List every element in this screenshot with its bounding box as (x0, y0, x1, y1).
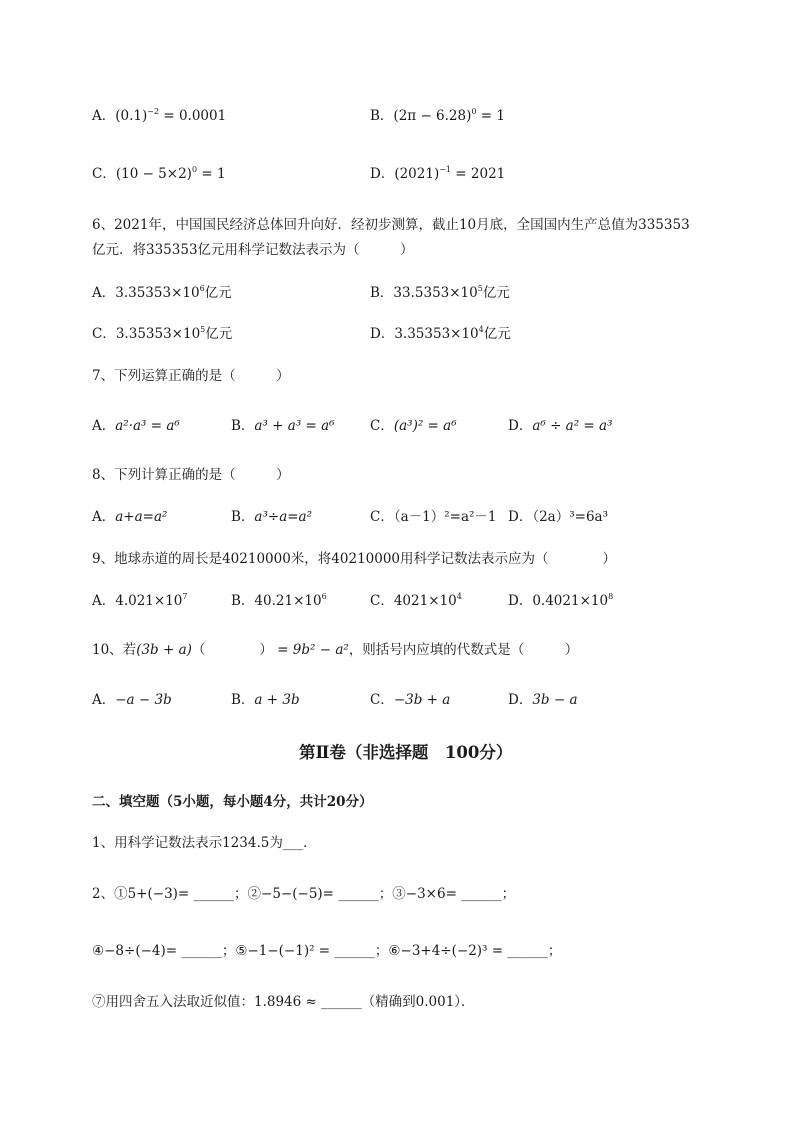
option-label: B． (231, 593, 255, 609)
expr: a³÷a=a² (254, 509, 313, 525)
q7-stem: 7、下列运算正确的是（ ） (92, 368, 290, 384)
q5-option-c[interactable] (92, 164, 226, 184)
exponent: −2 (147, 107, 160, 116)
q9-option-d[interactable] (508, 591, 613, 611)
q9-option-c[interactable] (370, 591, 462, 611)
q6-stem-line1: 6、2021年，中国国民经济总体回升向好．经初步测算，截止10月底，全国国内生产总值为335353 (92, 217, 690, 233)
rhs: = 1 (197, 166, 226, 182)
q8-option-a[interactable] (92, 507, 167, 527)
q10-option-b[interactable] (231, 690, 300, 710)
option-label: A． (92, 593, 116, 609)
q9-option-a[interactable] (92, 591, 187, 611)
expr: 3b − a (532, 692, 578, 708)
expr: (0.1) (115, 108, 148, 124)
option-label: B． (231, 509, 255, 525)
expr: a + 3b (254, 692, 300, 708)
q9-option-b[interactable] (231, 591, 327, 611)
exponent: 5 (477, 284, 483, 293)
expr: a²·a³ = a⁶ (115, 418, 180, 434)
rhs: = 0.0001 (159, 108, 227, 124)
option-label: C． (370, 593, 394, 609)
option-label: B． (370, 108, 394, 124)
unit: 亿元 (205, 326, 233, 342)
rhs: = 2021 (451, 166, 506, 182)
expr: （2a）³=6a³ (532, 509, 608, 525)
option-label: A． (92, 692, 116, 708)
option-label: B． (231, 418, 255, 434)
option-label: B． (231, 692, 255, 708)
base: 33.5353×10 (393, 285, 478, 301)
fill-question-1: 1、用科学记数法表示1234.5为___． (92, 835, 317, 851)
exponent: −1 (439, 165, 452, 174)
q8-option-d[interactable] (508, 507, 608, 527)
expr: (10 − 5×2) (115, 166, 192, 182)
expr: (a³)² = a⁶ (393, 418, 457, 434)
q10-option-a[interactable] (92, 690, 172, 710)
q7-option-d[interactable] (508, 416, 613, 436)
expr: a+a=a² (115, 509, 168, 525)
unit: 亿元 (482, 285, 510, 301)
option-label: A． (92, 418, 116, 434)
q10-suffix: ，则括号内应填的代数式是（ ） (348, 642, 579, 658)
exponent: 8 (608, 592, 614, 601)
fill-question-2-part7: ⑦用四舍五入法取近似值：1.8946 ≈ ______（精确到0.001）． (92, 994, 475, 1010)
q8-stem: 8、下列计算正确的是（ ） (92, 467, 290, 483)
part2-title: 第Ⅱ卷（非选择题 100分） (299, 743, 513, 762)
q7-option-c[interactable] (370, 416, 457, 436)
exponent: 6 (321, 592, 327, 601)
q9-stem: 9、地球赤道的周长是40210000米，将40210000用科学记数法表示应为（ ） (92, 551, 617, 567)
expr: −a − 3b (115, 692, 172, 708)
q10-prefix: 10、若 (92, 642, 137, 658)
option-label: D． (508, 418, 533, 434)
option-label: D． (508, 593, 533, 609)
q7-option-b[interactable] (231, 416, 335, 436)
option-label: D． (508, 692, 533, 708)
fill-question-2-cont: ④−8÷(−4)= ______；⑤−1−(−1)² = ______；⑥−3+4÷(−2)³ = ______； (92, 943, 562, 959)
base: 4.021×10 (115, 593, 183, 609)
q5-option-d[interactable] (370, 164, 505, 184)
q6-option-d[interactable] (370, 324, 511, 344)
section-fill-in-title: 二、填空题（5小题，每小题4分，共计20分） (92, 794, 373, 810)
rhs: = 1 (476, 108, 505, 124)
base: 4021×10 (393, 593, 457, 609)
expr: a⁶ ÷ a² = a³ (532, 418, 613, 434)
exponent: 7 (182, 592, 188, 601)
expr: a³ + a³ = a⁶ (254, 418, 335, 434)
q10-lhs: (3b + a) (136, 642, 192, 658)
option-label: D． (370, 166, 395, 182)
expr: (2π − 6.28) (393, 108, 472, 124)
q10-stem (92, 640, 578, 660)
unit: 亿元 (204, 285, 232, 301)
base: 3.35353×10 (394, 326, 479, 342)
q7-option-a[interactable] (92, 416, 180, 436)
exponent: 0 (471, 107, 477, 116)
exponent: 4 (456, 592, 462, 601)
option-label: C． (370, 692, 394, 708)
base: 3.35353×10 (115, 326, 201, 342)
exponent: 5 (200, 325, 206, 334)
base: 3.35353×10 (115, 285, 200, 301)
exponent: 6 (199, 284, 205, 293)
option-label: B． (370, 285, 394, 301)
option-label: D． (370, 326, 395, 342)
q10-option-d[interactable] (508, 690, 578, 710)
option-label: A． (92, 108, 116, 124)
option-label: A． (92, 509, 116, 525)
fill-question-2: 2、①5+(−3)= ______；②−5−(−5)= ______；③−3×6= ______； (92, 886, 516, 902)
exponent: 0 (191, 165, 198, 174)
q10-option-c[interactable] (370, 690, 450, 710)
q6-option-a[interactable] (92, 283, 232, 303)
base: 0.4021×10 (532, 593, 609, 609)
option-label: D． (508, 509, 533, 525)
option-label: C． (92, 166, 116, 182)
q5-option-b[interactable] (370, 106, 505, 126)
option-label: A． (92, 285, 116, 301)
option-label: C． (92, 326, 116, 342)
expr: −3b + a (393, 692, 451, 708)
q10-blank: （ ） (191, 642, 273, 658)
option-label: C． (370, 418, 394, 434)
expr: （a－1）²=a²－1 (393, 509, 497, 525)
q10-rhs: = 9b² − a² (272, 642, 349, 658)
option-label: C． (370, 509, 394, 525)
q8-option-b[interactable] (231, 507, 312, 527)
q5-option-a[interactable] (92, 106, 226, 126)
q8-option-c[interactable] (370, 507, 497, 527)
exponent: 4 (478, 325, 484, 334)
base: 40.21×10 (254, 593, 322, 609)
unit: 亿元 (483, 326, 511, 342)
q6-stem-line2: 亿元．将335353亿元用科学记数法表示为（ ） (92, 242, 414, 258)
q6-option-b[interactable] (370, 283, 510, 303)
q6-option-c[interactable] (92, 324, 232, 344)
expr: (2021) (394, 166, 440, 182)
